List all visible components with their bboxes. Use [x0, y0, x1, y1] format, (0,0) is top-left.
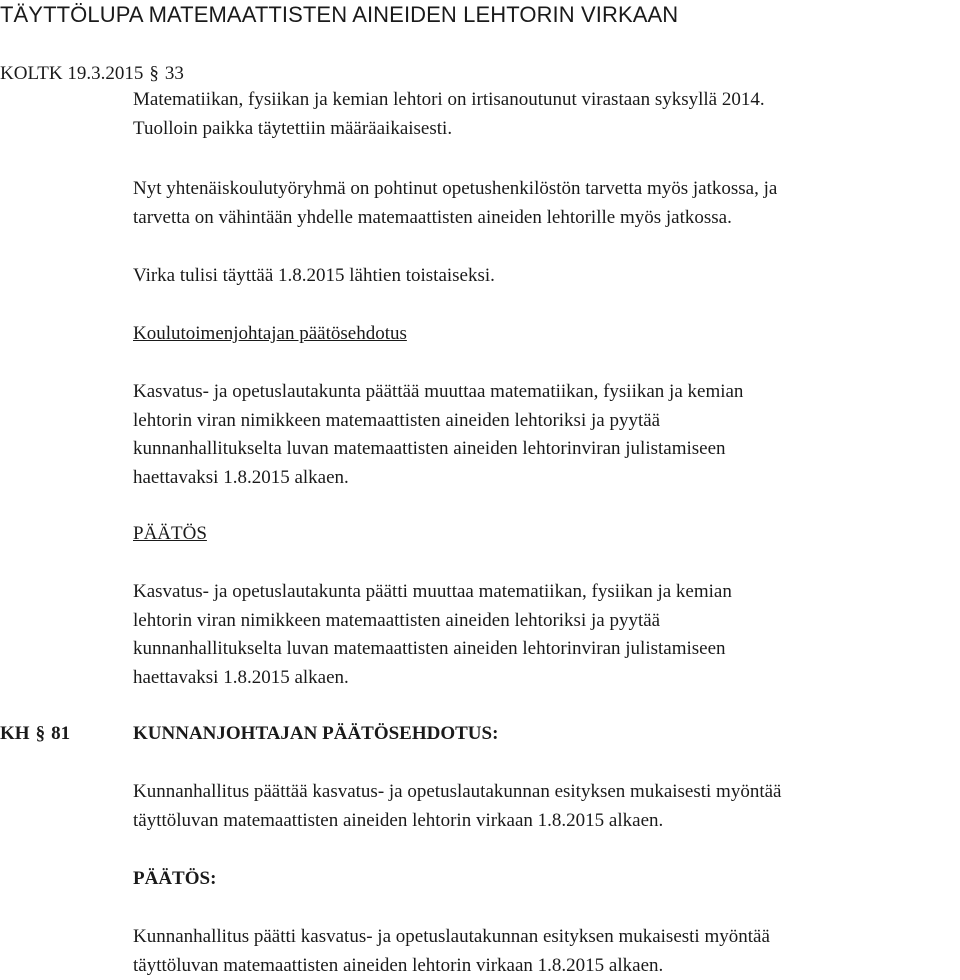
decision-line: haettavaksi 1.8.2015 alkaen.	[133, 664, 732, 693]
meeting-reference-body: KOLTK 19.3.2015	[0, 63, 143, 84]
start-line: Virka tulisi täyttää 1.8.2015 lähtien toistaiseksi.	[133, 262, 495, 291]
proposal-paragraph	[133, 378, 743, 492]
start-paragraph	[133, 262, 495, 291]
mayor-proposal-line: Kunnanhallitus päättää kasvatus- ja opetuslautakunnan esityksen mukaisesti myöntää	[133, 778, 781, 807]
decision-paragraph	[133, 578, 732, 692]
need-line: tarvetta on vähintään yhdelle matemaattisten aineiden lehtorille myös jatkossa.	[133, 204, 777, 233]
proposal-line: kunnanhallitukselta luvan matemaattisten aineiden lehtorinviran julistamiseen	[133, 435, 743, 464]
need-paragraph	[133, 175, 777, 232]
final-decision-paragraph	[133, 923, 770, 980]
kh-reference-body: KH	[0, 723, 30, 744]
intro-line: Tuolloin paikka täytettiin määräaikaisesti.	[133, 115, 765, 144]
final-decision-line: täyttöluvan matemaattisten aineiden lehtorin virkaan 1.8.2015 alkaen.	[133, 952, 770, 980]
intro-line: Matematiikan, fysiikan ja kemian lehtori on irtisanoutunut virastaan syksyllä 2014.	[133, 86, 765, 115]
section-sign: §	[149, 63, 159, 84]
meeting-reference	[0, 62, 184, 86]
kh-section-number: 81	[51, 723, 70, 744]
kh-reference	[0, 720, 70, 748]
mayor-proposal-line: täyttöluvan matemaattisten aineiden lehtorin virkaan 1.8.2015 alkaen.	[133, 807, 781, 836]
document-title: TÄYTTÖLUPA MATEMAATTISTEN AINEIDEN LEHTORIN VIRKAAN	[0, 2, 678, 28]
proposal-line: haettavaksi 1.8.2015 alkaen.	[133, 464, 743, 493]
mayor-proposal-heading: KUNNANJOHTAJAN PÄÄTÖSEHDOTUS:	[133, 720, 498, 748]
proposal-heading: Koulutoimenjohtajan päätösehdotus	[133, 320, 407, 349]
decision-line: lehtorin viran nimikkeen matemaattisten aineiden lehtoriksi ja pyytää	[133, 607, 732, 636]
intro-paragraph	[133, 86, 765, 143]
proposal-line: lehtorin viran nimikkeen matemaattisten aineiden lehtoriksi ja pyytää	[133, 407, 743, 436]
decision-line: Kasvatus- ja opetuslautakunta päätti muuttaa matematiikan, fysiikan ja kemian	[133, 578, 732, 607]
decision-heading: PÄÄTÖS	[133, 520, 207, 549]
mayor-proposal-paragraph	[133, 778, 781, 835]
final-decision-heading: PÄÄTÖS:	[133, 865, 216, 894]
kh-section-sign: §	[36, 723, 46, 744]
need-line: Nyt yhtenäiskoulutyöryhmä on pohtinut opetushenkilöstön tarvetta myös jatkossa, ja	[133, 175, 777, 204]
proposal-line: Kasvatus- ja opetuslautakunta päättää muuttaa matematiikan, fysiikan ja kemian	[133, 378, 743, 407]
section-number: 33	[165, 63, 184, 84]
decision-line: kunnanhallitukselta luvan matemaattisten aineiden lehtorinviran julistamiseen	[133, 635, 732, 664]
final-decision-line: Kunnanhallitus päätti kasvatus- ja opetuslautakunnan esityksen mukaisesti myöntää	[133, 923, 770, 952]
